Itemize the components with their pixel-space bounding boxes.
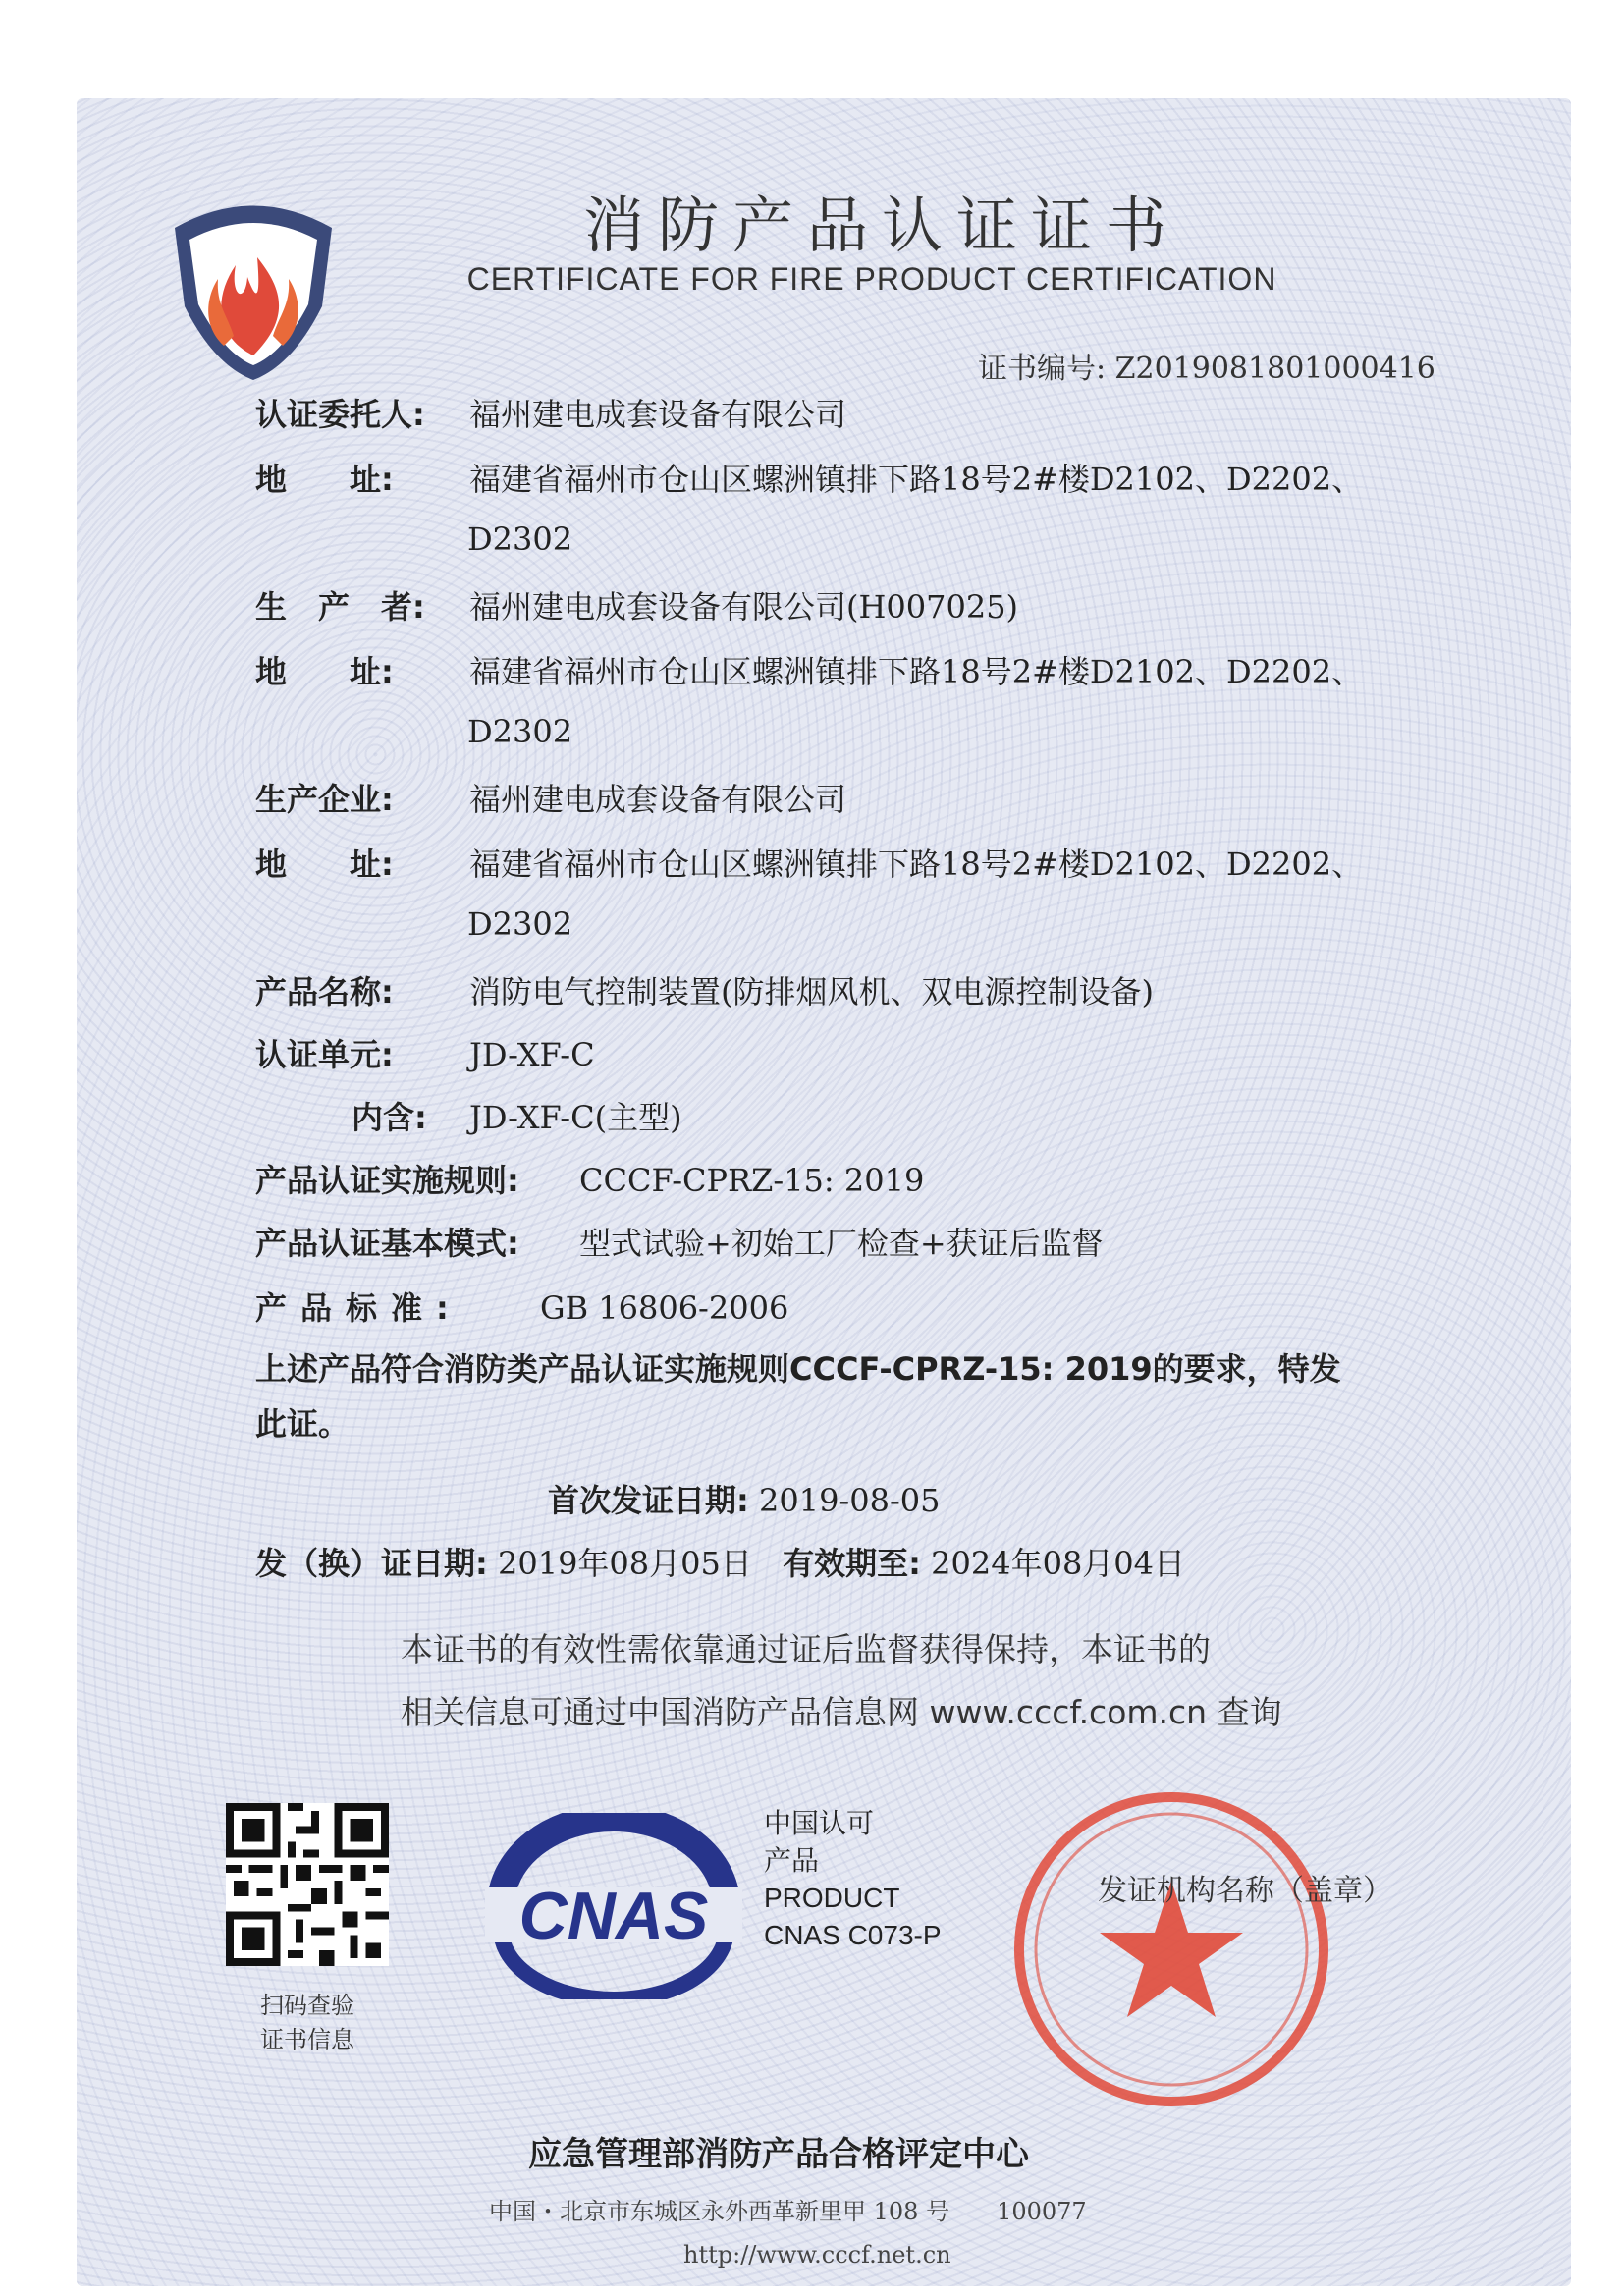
factory-label: 生产企业: [255,781,394,818]
factory-row [255,778,1532,821]
manufacturer-label: 生 产 者: [255,588,425,626]
first-issue-value: 2019-08-05 [758,1482,941,1519]
cert-number [978,344,1435,387]
statement-line-1: 上述产品符合消防类产品认证实施规则CCCF-CPRZ-15: 2019的要求，特发 [255,1350,1341,1388]
unit-label: 认证单元: [255,1036,394,1073]
qr-code-icon[interactable] [226,1803,389,1966]
cert-number-label: 证书编号: [978,352,1107,386]
first-issue-label: 首次发证日期: [548,1482,749,1519]
valid-until-label: 有效期至: [783,1545,921,1582]
standard-value: GB 16806-2006 [540,1289,789,1327]
rules-label: 产品认证实施规则: [255,1162,519,1199]
cnas-line-4: CNAS C073-P [764,1920,942,1950]
mode-label: 产品认证基本模式: [255,1225,519,1262]
manufacturer-address-cont: D2302 [467,713,573,750]
includes-row [352,1096,1624,1139]
issue-date-row [255,1542,1532,1585]
rules-row [255,1159,1532,1202]
first-issue-row [548,1479,1624,1522]
cnas-info [764,1805,942,1954]
stamp-label: 发证机构名称（盖章） [1098,1874,1392,1908]
manufacturer-value: 福州建电成套设备有限公司(H007025) [469,588,1019,626]
qr-caption [253,1986,361,2054]
product-name-label: 产品名称: [255,973,394,1011]
statement [255,1341,1483,1451]
factory-address-row [255,843,1532,886]
unit-row [255,1033,1532,1076]
certificate-page [77,98,1571,2286]
standard-label: 产品标准: [255,1289,462,1327]
applicant-address-row [255,458,1532,501]
issue-date-label: 发（换）证日期: [255,1545,488,1582]
qr-caption-line-2: 证书信息 [260,2026,354,2053]
issuer-address: 中国・北京市东城区永外西革新里甲 108 号 100077 [489,2198,1087,2225]
issuer-url[interactable]: http://www.cccf.net.cn [683,2241,951,2269]
unit-value: JD-XF-C [469,1036,595,1073]
manufacturer-address-value: 福建省福州市仓山区螺洲镇排下路18号2#楼D2102、D2202、 [469,653,1364,690]
rules-value: CCCF-CPRZ-15: 2019 [579,1162,925,1199]
qr-caption-line-1: 扫码查验 [260,1992,354,2019]
manufacturer-row [255,585,1532,629]
notice-line-1: 本证书的有效性需依靠通过证后监督获得保持，本证书的 [401,1630,1211,1668]
factory-address-value: 福建省福州市仓山区螺洲镇排下路18号2#楼D2102、D2202、 [469,846,1364,883]
standard-row [255,1286,1532,1330]
applicant-label: 认证委托人: [255,396,425,433]
title-cn: 消防产品认证证书 [582,190,1180,261]
applicant-address-cont: D2302 [467,520,573,558]
cert-number-value: Z2019081801000416 [1114,352,1435,386]
factory-address-cont: D2302 [467,905,573,943]
title-en: CERTIFICATE FOR FIRE PRODUCT CERTIFICATION [466,261,1277,297]
applicant-row [255,393,1532,436]
cnas-logo-text: CNAS [518,1879,709,1953]
cnas-line-3: PRODUCT [764,1883,900,1913]
applicant-address-label: 地 址: [255,461,394,498]
cnas-line-2: 产品 [764,1845,820,1876]
notice-line-2: 相关信息可通过中国消防产品信息网 www.cccf.com.cn 查询 [401,1693,1282,1731]
factory-value: 福州建电成套设备有限公司 [469,781,847,818]
manufacturer-address-row [255,650,1532,693]
manufacturer-address-label: 地 址: [255,653,394,690]
issue-date-value: 2019年08月05日 [497,1545,752,1582]
mode-value: 型式试验+初始工厂检查+获证后监督 [579,1225,1104,1262]
product-name-value: 消防电气控制装置(防排烟风机、双电源控制设备) [469,973,1154,1011]
cnas-logo-icon [461,1813,766,1999]
valid-until-value: 2024年08月04日 [931,1545,1186,1582]
mode-row [255,1222,1532,1265]
applicant-value: 福州建电成套设备有限公司 [469,396,847,433]
statement-line-2: 此证。 [255,1405,351,1443]
issuer-name: 应急管理部消防产品合格评定中心 [528,2135,1029,2174]
factory-address-label: 地 址: [255,846,394,883]
red-seal-icon [1009,1787,1333,2111]
product-name-row [255,970,1532,1013]
includes-value: JD-XF-C(主型) [469,1099,682,1136]
includes-label: 内含: [352,1099,427,1136]
applicant-address-value: 福建省福州市仓山区螺洲镇排下路18号2#楼D2102、D2202、 [469,461,1364,498]
cnas-line-1: 中国认可 [764,1808,875,1838]
